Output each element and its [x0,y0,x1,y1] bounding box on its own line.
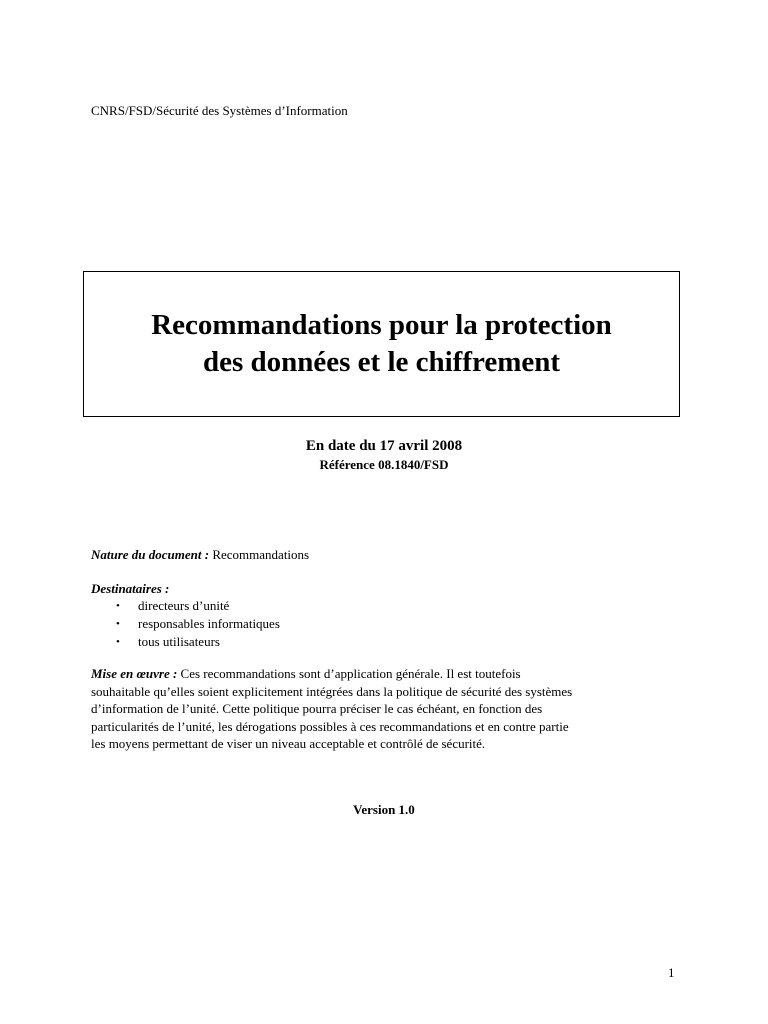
document-title-line-2: des données et le chiffrement [202,346,561,378]
list-item [91,633,280,651]
destinataires-list [91,597,280,651]
nature-value: Recommandations [212,547,310,562]
destinataires-label: Destinataires : [91,581,170,596]
nature-label: Nature du document : [91,547,210,562]
bullet-icon: • [116,600,120,612]
list-item [91,615,280,633]
paragraph-line: les moyens permettant de viser un niveau acceptable et contrôlé de sécurité. [91,736,486,751]
paragraph-line: particularités de l’unité, les dérogations possibles à ces recommandations et en contre partie [91,718,569,734]
list-item-text: directeurs d’unité [138,598,230,613]
document-reference: Référence 08.1840/FSD [319,457,449,472]
paragraph-line [91,665,681,683]
title-box [83,271,680,417]
nature-section [91,546,309,563]
bullet-icon: • [116,618,120,630]
paragraph-text: Ces recommandations sont d’application générale. Il est toutefois [177,666,521,681]
document-date: En date du 17 avril 2008 [305,438,463,454]
document-version: Version 1.0 [353,802,415,817]
bullet-icon: • [116,636,120,648]
mise-en-oeuvre-label: Mise en œuvre : [91,666,178,681]
list-item [91,597,280,615]
page-number: 1 [668,965,675,980]
list-item-text: tous utilisateurs [138,634,220,649]
paragraph-line: d’information de l’unité. Cette politique pourra préciser le cas échéant, en fonction des [91,701,543,716]
document-header: CNRS/FSD/Sécurité des Systèmes d’Information [91,103,348,118]
mise-en-oeuvre-section [91,665,681,753]
destinataires-section [91,580,280,651]
paragraph-line: souhaitable qu’elles soient explicitement intégrées dans la politique de sécurité des systèmes [91,683,573,699]
document-title-line-1: Recommandations pour la protection [151,309,612,341]
list-item-text: responsables informatiques [138,616,280,631]
